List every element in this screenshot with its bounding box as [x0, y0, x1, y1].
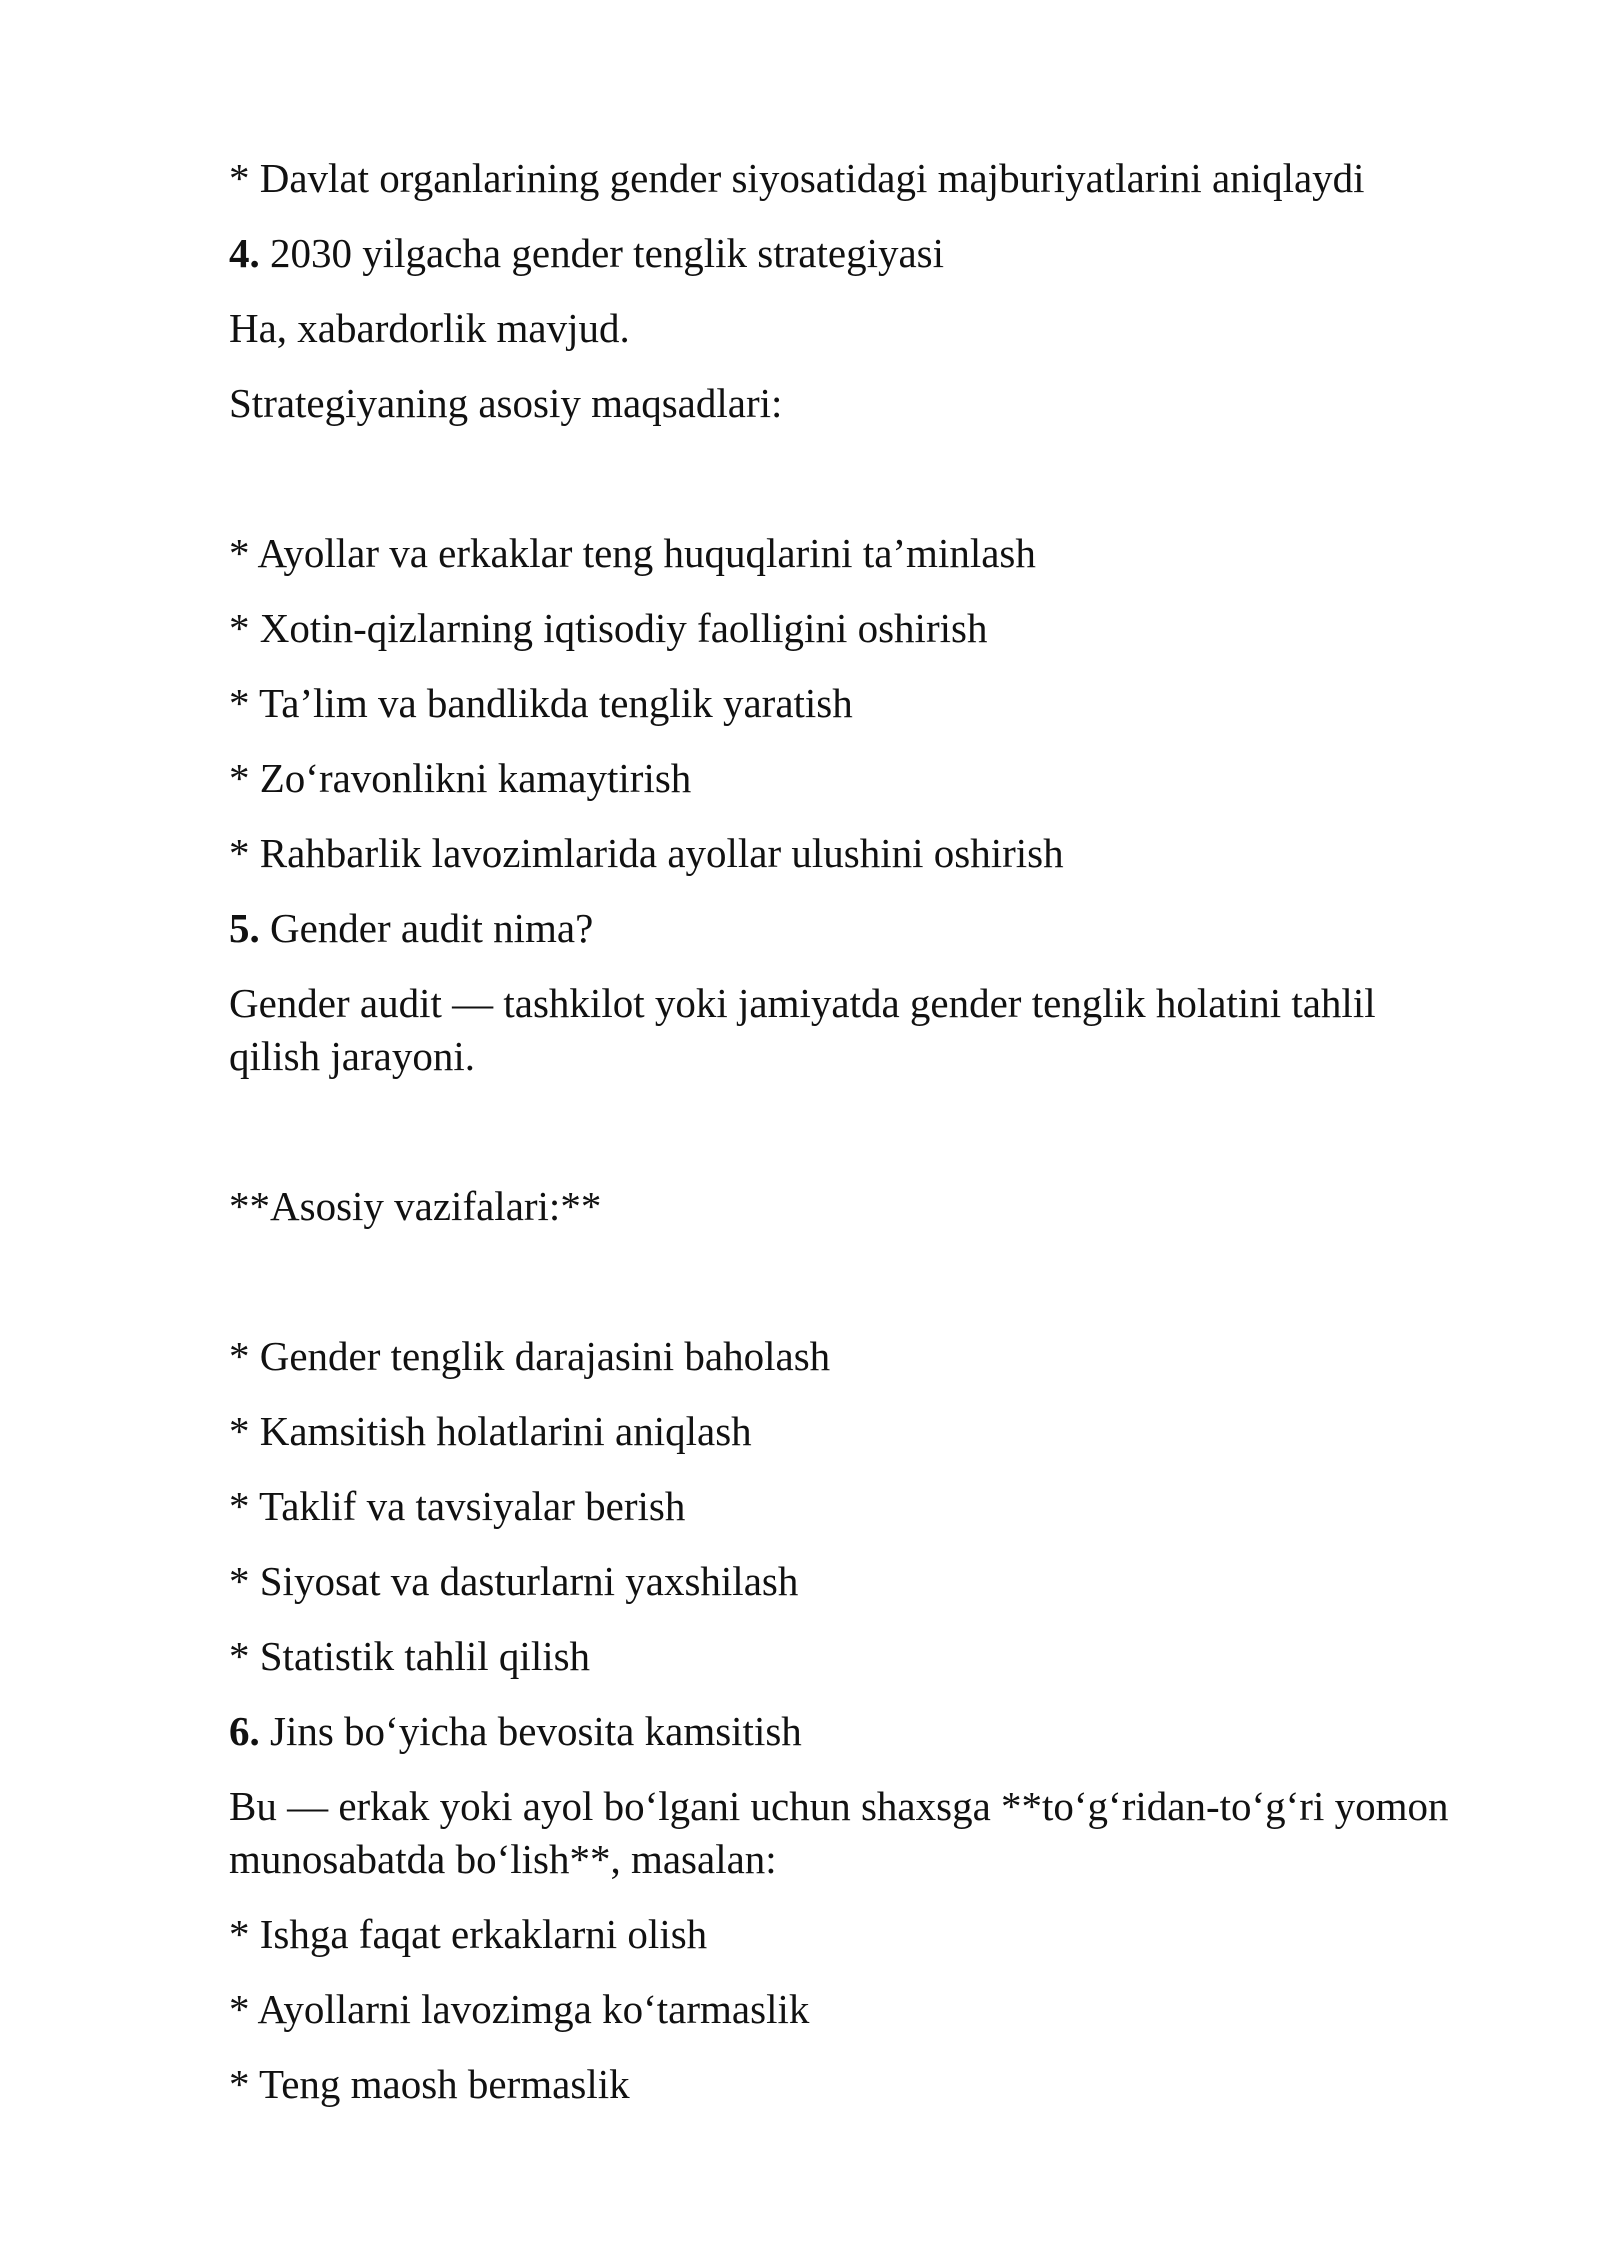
section-heading-4	[229, 227, 1459, 280]
list-item: * Ta’lim va bandlikda tenglik yaratish	[229, 680, 853, 726]
discrimination-definition: Bu — erkak yoki ayol bo‘lgani uchun shaxsga **to‘g‘ridan-to‘g‘ri yomon munosabatda bo‘lish**, masalan:	[229, 1783, 1449, 1882]
section-heading-5	[229, 902, 1459, 955]
section-heading-6	[229, 1705, 1459, 1758]
section-title: Gender audit nima?	[259, 905, 594, 951]
answer-text: Ha, xabardorlik mavjud.	[229, 305, 630, 351]
blank-line	[229, 452, 1459, 505]
list-item: * Kamsitish holatlarini aniqlash	[229, 1408, 752, 1454]
section-title: Jins bo‘yicha bevosita kamsitish	[259, 1708, 802, 1754]
list-item: * Ayollarni lavozimga ko‘tarmaslik	[229, 1986, 810, 2032]
document-body	[229, 152, 1459, 2133]
list-item: * Ayollar va erkaklar teng huquqlarini ta’minlash	[229, 530, 1036, 576]
list-item: * Ishga faqat erkaklarni olish	[229, 1911, 708, 1957]
bullet-state-obligations: * Davlat organlarining gender siyosatidagi majburiyatlarini aniqlaydi	[229, 155, 1365, 201]
list-item: * Siyosat va dasturlarni yaxshilash	[229, 1558, 799, 1604]
section-number: 5.	[229, 905, 260, 951]
section-number: 6.	[229, 1708, 260, 1754]
list-item: * Teng maosh bermaslik	[229, 2061, 630, 2107]
list-item: * Rahbarlik lavozimlarida ayollar ulushini oshirish	[229, 830, 1064, 876]
blank-line	[229, 1255, 1459, 1308]
list-item: * Zo‘ravonlikni kamaytirish	[229, 755, 692, 801]
goals-intro: Strategiyaning asosiy maqsadlari:	[229, 380, 783, 426]
section-number: 4.	[229, 230, 260, 276]
list-item: * Statistik tahlil qilish	[229, 1633, 591, 1679]
blank-line	[229, 1105, 1459, 1158]
list-item: * Taklif va tavsiyalar berish	[229, 1483, 686, 1529]
audit-definition: Gender audit — tashkilot yoki jamiyatda gender tenglik holatini tahlil qilish jarayoni.	[229, 980, 1376, 1079]
tasks-heading: **Asosiy vazifalari:**	[229, 1183, 602, 1229]
list-item: * Xotin-qizlarning iqtisodiy faolligini oshirish	[229, 605, 988, 651]
section-title: 2030 yilgacha gender tenglik strategiyasi	[259, 230, 945, 276]
list-item: * Gender tenglik darajasini baholash	[229, 1333, 831, 1379]
